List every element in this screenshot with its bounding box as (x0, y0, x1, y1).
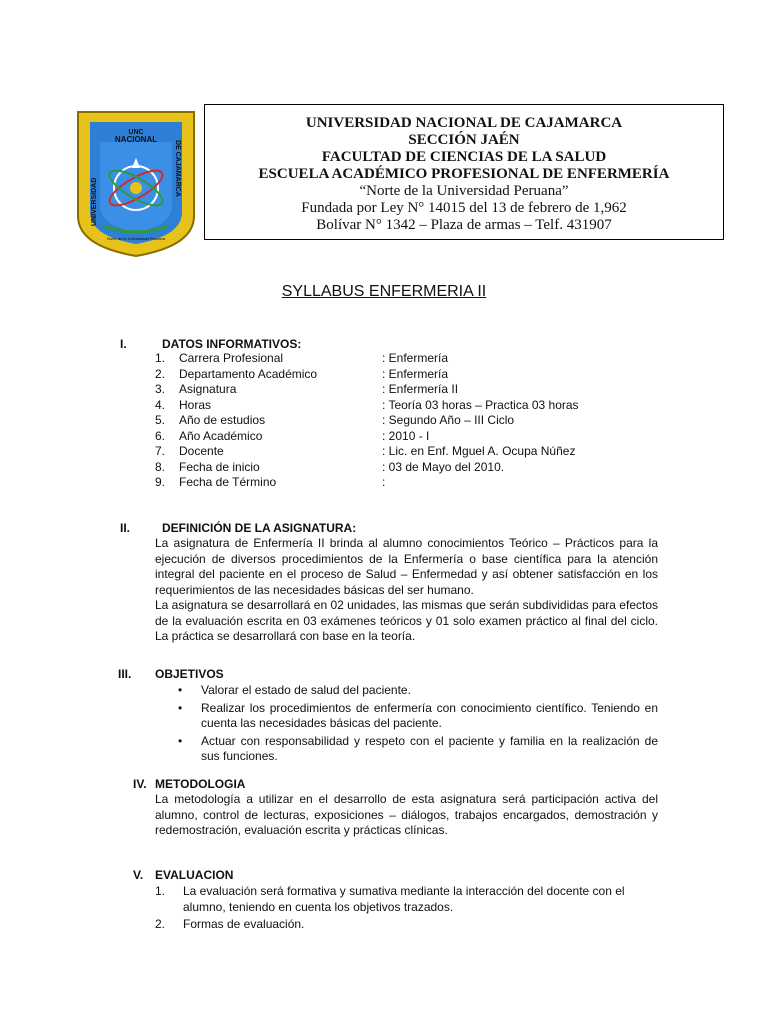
section-3-title: OBJETIVOS (155, 667, 224, 681)
datos-row (155, 444, 715, 460)
evaluacion-item (155, 917, 658, 933)
datos-value: : (382, 475, 386, 489)
datos-row (155, 382, 715, 398)
definicion-paragraph-2: La asignatura se desarrollará en 02 unidades, las mismas que serán subdivididas para efectos de la evaluación escrita en 03 exámenes teóricos y 01 solo examen práctico al final del ciclo. La práctica se desarrollará con base en la teoría. (155, 598, 658, 643)
datos-label: Año de estudios (179, 413, 266, 427)
datos-number: 8. (155, 459, 166, 474)
bullet-icon: • (178, 683, 183, 697)
objetivo-text: Realizar los procedimientos de enfermería con conocimiento científico. Teniendo en cuenta las necesidades básicas del paciente. (201, 700, 658, 730)
datos-label: Fecha de inicio (179, 459, 260, 474)
seal-right-text-wrap (174, 140, 181, 197)
evaluacion-list (155, 884, 658, 935)
objetivo-text: Actuar con responsabilidad y respeto con el paciente y familia en la realización de sus funciones. (201, 733, 658, 763)
evaluacion-item (155, 884, 658, 915)
seal-left-text-wrap (91, 178, 98, 226)
objetivo-item (160, 734, 658, 765)
section-3-number: III. (118, 667, 132, 681)
seal-top2-text: NACIONAL (114, 135, 158, 144)
datos-value: : 03 de Mayo del 2010. (382, 459, 505, 474)
datos-value: : Enfermería (382, 366, 449, 381)
datos-label: Fecha de Término (179, 475, 277, 489)
datos-row (155, 398, 715, 414)
section-2-title: DEFINICIÓN DE LA ASIGNATURA: (162, 521, 357, 535)
document-title: SYLLABUS ENFERMERIA II (281, 283, 487, 300)
university-seal-logo (74, 106, 198, 258)
header-school: ESCUELA ACADÉMICO PROFESIONAL DE ENFERMERÍA (258, 166, 670, 182)
seal-left-text: UNIVERSIDAD (91, 177, 98, 226)
datos-label: Carrera Profesional (179, 351, 284, 365)
header-address: Bolívar N° 1342 – Plaza de armas – Telf. 431907 (316, 217, 612, 233)
datos-row (155, 429, 715, 445)
datos-number: 4. (155, 397, 166, 412)
seal-motto-text: Norte de la Universidad Peruana (106, 236, 166, 241)
datos-value: : 2010 - I (382, 428, 430, 443)
datos-number: 5. (155, 413, 166, 427)
datos-number: 2. (155, 366, 166, 381)
definicion-paragraph-1: La asignatura de Enfermería II brinda al alumno conocimientos Teórico – Prácticos para la ejecución de diversos procedimientos de la Enfermería o base científica para la atención integral del paciente en el proceso de Salud – Enfermedad y así obtener satisfacción en los requerimientos de las necesidades básicas del ser humano. (155, 536, 658, 597)
datos-value: : Segundo Año – III Ciclo (382, 413, 515, 427)
evaluacion-text: La evaluación será formativa y sumativa mediante la interacción del docente con el alumno, teniendo en cuenta los objetivos trazados. (183, 884, 625, 914)
section-4-number: IV. (133, 777, 147, 791)
datos-informativos-list (155, 351, 715, 491)
header-motto: “Norte de la Universidad Peruana” (359, 183, 569, 199)
evaluacion-text: Formas de evaluación. (183, 917, 305, 931)
datos-value: : Enfermería (382, 351, 449, 365)
datos-label: Horas (179, 397, 212, 412)
seal-right-text: DE CAJAMARCA (174, 140, 181, 197)
section-2-number: II. (120, 521, 131, 535)
section-1-title: DATOS INFORMATIVOS: (162, 337, 302, 351)
datos-label: Año Académico (179, 428, 263, 443)
evaluacion-number: 2. (155, 917, 166, 931)
section-1-number: I. (120, 337, 127, 351)
datos-number: 6. (155, 428, 166, 443)
evaluacion-number: 1. (155, 884, 166, 898)
objetivo-item (160, 683, 658, 699)
datos-value: : Teoría 03 horas – Practica 03 horas (382, 397, 579, 412)
datos-label: Docente (179, 444, 224, 458)
datos-row (155, 413, 715, 429)
datos-row (155, 475, 715, 491)
objetivos-list (160, 683, 658, 767)
objetivo-text: Valorar el estado de salud del paciente. (201, 683, 411, 697)
document-title-wrap (0, 283, 768, 301)
header-founded: Fundada por Ley N° 14015 del 13 de febrero de 1,962 (301, 200, 627, 216)
datos-row (155, 351, 715, 367)
bullet-icon: • (178, 733, 183, 748)
datos-value: : Lic. en Enf. Mguel A. Ocupa Núñez (382, 444, 576, 458)
institution-header (204, 104, 724, 240)
section-4-title: METODOLOGIA (155, 777, 246, 791)
datos-number: 9. (155, 475, 166, 489)
seal-top-text: UNC (128, 129, 144, 136)
datos-number: 1. (155, 351, 166, 365)
datos-value: : Enfermería II (382, 382, 459, 396)
bullet-icon: • (178, 700, 183, 715)
header-section: SECCIÓN JAÉN (408, 132, 520, 148)
datos-number: 3. (155, 382, 166, 396)
datos-row (155, 460, 715, 476)
section-5-number: V. (133, 868, 144, 882)
datos-row (155, 367, 715, 383)
datos-number: 7. (155, 444, 166, 458)
datos-label: Departamento Académico (179, 366, 318, 381)
metodologia-paragraph: La metodología a utilizar en el desarrollo de esta asignatura será participación activa del alumno, control de lecturas, exposiciones – diálogos, trabajos encargados, demostración y redemostración, evaluación escrita y prácticas clínicas. (155, 792, 658, 837)
objetivo-item (160, 701, 658, 732)
header-university: UNIVERSIDAD NACIONAL DE CAJAMARCA (305, 115, 623, 131)
datos-label: Asignatura (179, 382, 237, 396)
section-5-title: EVALUACION (155, 868, 234, 882)
header-faculty: FACULTAD DE CIENCIAS DE LA SALUD (321, 149, 607, 165)
